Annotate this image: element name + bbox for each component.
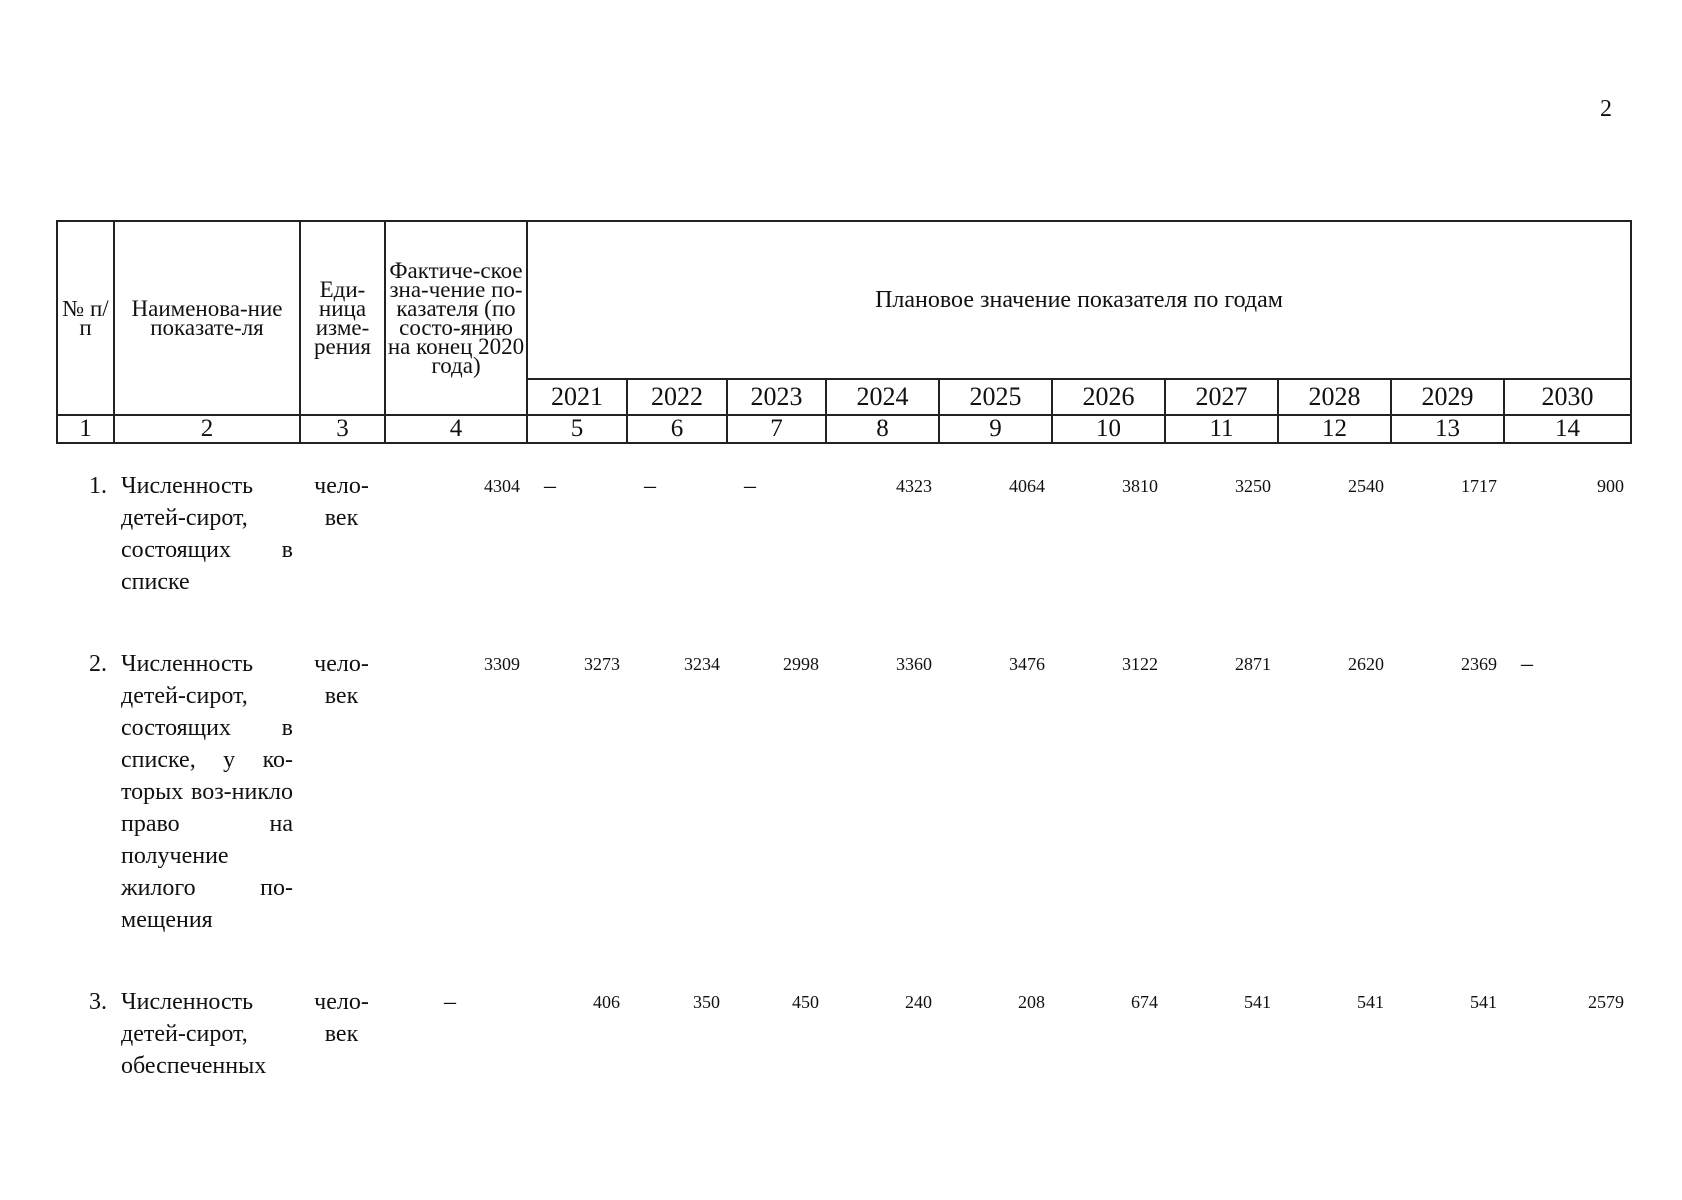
table-row [56, 986, 1630, 1082]
fact-value: 3309 [484, 654, 520, 674]
indicator-table-header [56, 220, 1632, 444]
indicator-name: Численность детей-сирот, обеспеченных [121, 989, 267, 1079]
header-year: 2030 [1504, 379, 1631, 415]
indicator-table-body [56, 470, 1630, 1082]
header-col-num: № п/п [57, 221, 114, 415]
header-col-unit: Еди-ница изме-рения [300, 221, 385, 415]
plan-value: 541 [1244, 992, 1271, 1012]
plan-value: 1717 [1461, 476, 1497, 496]
column-number: 2 [114, 415, 300, 443]
column-number: 4 [385, 415, 527, 443]
header-year: 2025 [939, 379, 1052, 415]
plan-value: – [644, 473, 656, 499]
unit-of-measure: чело-век [314, 651, 369, 709]
column-number: 9 [939, 415, 1052, 443]
plan-value: 208 [1018, 992, 1045, 1012]
plan-value: – [1521, 651, 1533, 677]
plan-value: 3234 [684, 654, 720, 674]
plan-value: 450 [792, 992, 819, 1012]
plan-value: 2579 [1588, 992, 1624, 1012]
header-year: 2026 [1052, 379, 1165, 415]
column-number: 3 [300, 415, 385, 443]
column-number: 6 [627, 415, 727, 443]
header-col-name: Наименова-ние показате-ля [114, 221, 300, 415]
row-number: 1. [89, 473, 107, 499]
column-number: 12 [1278, 415, 1391, 443]
plan-value: 3360 [896, 654, 932, 674]
column-number: 13 [1391, 415, 1504, 443]
column-number: 8 [826, 415, 939, 443]
header-year: 2029 [1391, 379, 1504, 415]
header-year: 2021 [527, 379, 627, 415]
plan-value: 4323 [896, 476, 932, 496]
indicator-name: Численность детей-сирот, состоящих в списке [121, 473, 293, 595]
header-year: 2024 [826, 379, 939, 415]
header-year: 2022 [627, 379, 727, 415]
column-number: 11 [1165, 415, 1278, 443]
plan-value: 3810 [1122, 476, 1158, 496]
plan-value: 3476 [1009, 654, 1045, 674]
table-row [56, 470, 1630, 598]
plan-value: 350 [693, 992, 720, 1012]
plan-value: 2871 [1235, 654, 1271, 674]
plan-value: – [744, 473, 756, 499]
plan-value: 541 [1470, 992, 1497, 1012]
plan-value: 3122 [1122, 654, 1158, 674]
plan-value: 2998 [783, 654, 819, 674]
page-number: 2 [1600, 96, 1612, 122]
unit-of-measure: чело-век [314, 989, 369, 1047]
header-year: 2027 [1165, 379, 1278, 415]
column-number: 14 [1504, 415, 1631, 443]
plan-value: 3273 [584, 654, 620, 674]
plan-value: 2369 [1461, 654, 1497, 674]
fact-value: – [444, 989, 456, 1015]
row-number: 2. [89, 651, 107, 677]
fact-value: 4304 [484, 476, 520, 496]
indicator-name: Численность детей-сирот, состоящих в списке, у ко-торых воз-никло право на получение жилого по-мещения [121, 651, 293, 933]
header-year: 2028 [1278, 379, 1391, 415]
row-number: 3. [89, 989, 107, 1015]
header-plan-title: Плановое значение показателя по годам [527, 221, 1631, 379]
plan-value: – [544, 473, 556, 499]
column-number: 7 [727, 415, 826, 443]
column-number: 10 [1052, 415, 1165, 443]
column-number: 1 [57, 415, 114, 443]
plan-value: 4064 [1009, 476, 1045, 496]
table-row [56, 648, 1630, 936]
plan-value: 541 [1357, 992, 1384, 1012]
plan-value: 406 [593, 992, 620, 1012]
plan-value: 2540 [1348, 476, 1384, 496]
header-col-fact: Фактиче-ское зна-чение по-казателя (по состо-янию на конец 2020 года) [385, 221, 527, 415]
unit-of-measure: чело-век [314, 473, 369, 531]
plan-value: 2620 [1348, 654, 1384, 674]
header-year: 2023 [727, 379, 826, 415]
plan-value: 3250 [1235, 476, 1271, 496]
plan-value: 674 [1131, 992, 1158, 1012]
plan-value: 900 [1597, 476, 1624, 496]
plan-value: 240 [905, 992, 932, 1012]
column-number: 5 [527, 415, 627, 443]
